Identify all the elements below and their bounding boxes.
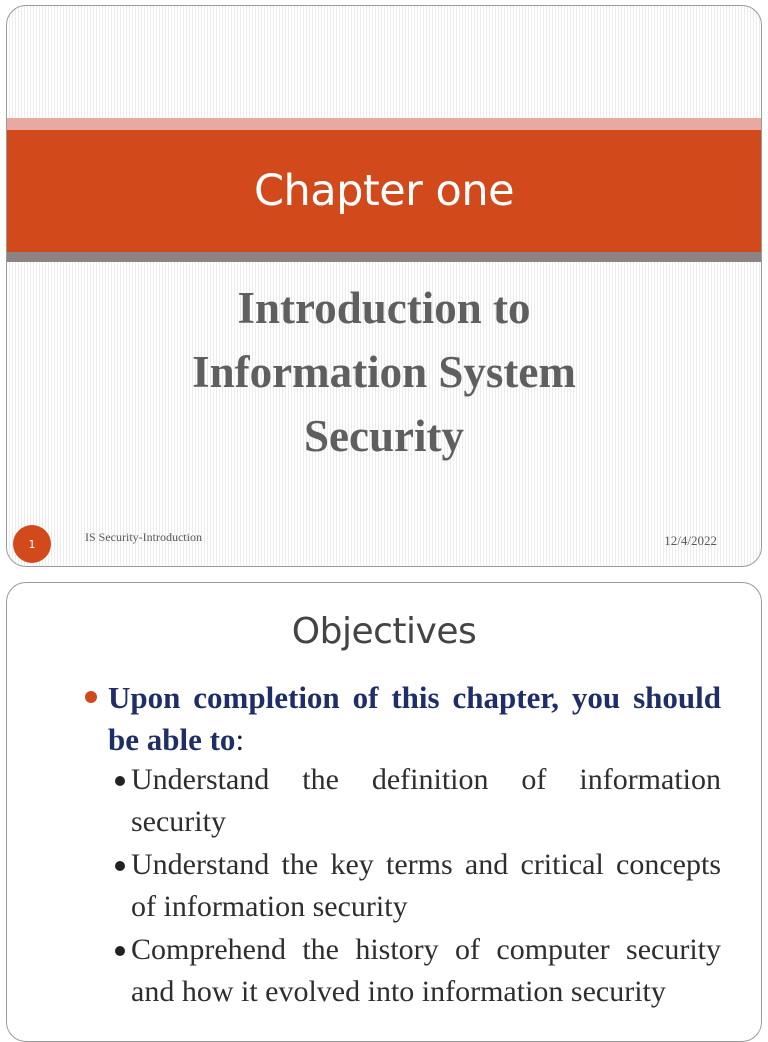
subtitle-line-2: Information System: [192, 347, 576, 397]
footer-date: 12/4/2022: [664, 533, 717, 548]
objectives-intro: [108, 677, 721, 761]
objectives-slide: [6, 582, 762, 1042]
objectives-title: Objectives: [291, 611, 477, 652]
bullet-dot-icon: [85, 691, 97, 703]
bullet-dot-icon: [115, 946, 125, 956]
subtitle-line-3: Security: [304, 411, 464, 461]
band-top-stripe: [7, 118, 761, 130]
slide-subtitle: [7, 276, 761, 468]
bullet-dot-icon: [115, 776, 125, 786]
objective-item: Understand the definition of information security: [131, 763, 721, 838]
intro-text: Upon completion of this chapter, you should be able to: [108, 680, 721, 757]
subtitle-line-1: Introduction to: [237, 283, 531, 333]
title-band: [7, 130, 761, 252]
title-slide: [6, 5, 762, 567]
chapter-title: Chapter one: [253, 166, 515, 216]
slide-number-badge: 1: [13, 525, 51, 563]
intro-colon: :: [235, 722, 245, 757]
band-bottom-stripe: [7, 252, 761, 262]
bullet-dot-icon: [115, 861, 125, 871]
objective-item: Comprehend the history of computer security and how it evolved into information security: [131, 933, 721, 1008]
objective-item: Understand the key terms and critical concepts of information security: [131, 848, 721, 923]
footer-text: IS Security-Introduction: [85, 530, 202, 544]
